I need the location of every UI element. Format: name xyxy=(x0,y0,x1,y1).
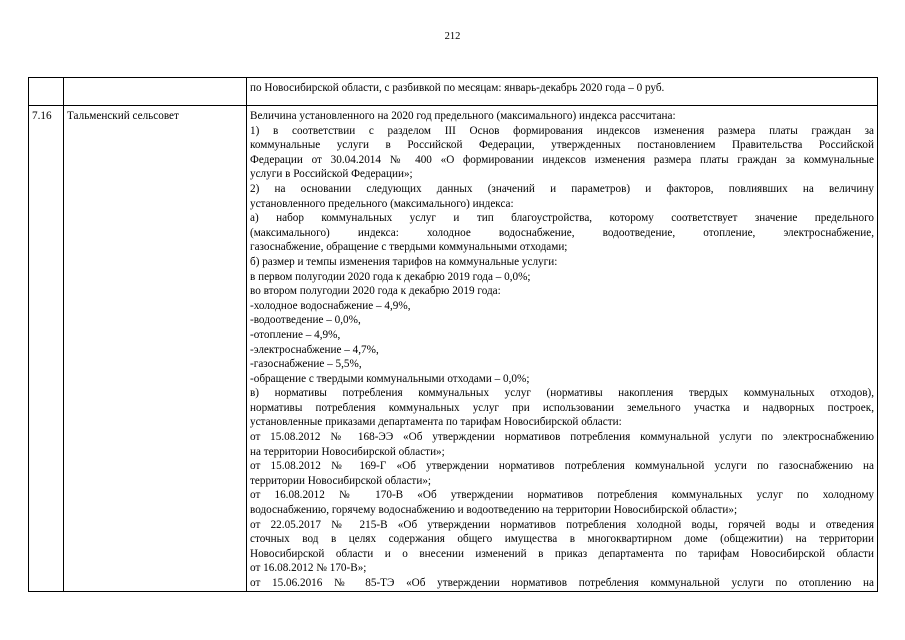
description-line: территории Новосибирской области»; xyxy=(250,474,432,487)
row-description xyxy=(247,106,878,592)
description-line: Новосибирской области и о внесении изменений в приказ департамента по тарифам Новосибирской области xyxy=(250,547,874,560)
description-line: нормативы потребления коммунальных услуг при использовании земельного участка и надворных построек, xyxy=(250,401,874,414)
description-line: Величина установленного на 2020 год предельного (максимального) индекса рассчитана: xyxy=(250,110,676,122)
continuation-text: по Новосибирской области, с разбивкой по месяцам: январь-декабрь 2020 года – 0 руб. xyxy=(247,78,878,106)
description-line: 1) в соответствии с разделом III Основ формирования индексов изменения размера платы граждан за xyxy=(250,124,874,137)
description-line: Федерации от 30.04.2014 № 400 «О формировании индексов изменения размера платы граждан за коммунальные xyxy=(250,153,874,166)
row-number xyxy=(29,106,64,592)
continuation-name-cell xyxy=(64,78,247,106)
description-line: во втором полугодии 2020 года к декабрю 2019 года: xyxy=(250,285,501,298)
description-line: от 22.05.2017 № 215-В «Об утверждении нормативов потребления холодной воды, горячей воды и отведения xyxy=(250,518,874,531)
description-line: (максимального) индекса: холодное водоснабжение, водоотведение, отопление, электроснабжение, xyxy=(250,226,874,239)
description-line: газоснабжение, обращение с твердыми коммунальными отходами; xyxy=(250,241,568,254)
row-number-text: 7.16 xyxy=(32,110,52,122)
description-line: -обращение с твердыми коммунальными отходами – 0,0%; xyxy=(250,372,530,385)
description-line: коммунальные услуги в Российской Федерации, утвержденных постановлением Правительства Российской xyxy=(250,139,874,152)
description-line: сточных вод в целях содержания общего имущества в многоквартирном доме (общежитии) на территории xyxy=(250,533,874,546)
description-line: от 15.06.2016 № 85-ТЭ «Об утверждении нормативов потребления коммунальной услуги по отоплению на xyxy=(250,577,874,589)
description-line: от 15.08.2012 № 168-ЭЭ «Об утверждении нормативов потребления коммунальной услуги по электроснабжению xyxy=(250,431,874,444)
description-line: б) размер и темпы изменения тарифов на коммунальные услуги: xyxy=(250,255,558,268)
row-name xyxy=(64,106,247,592)
description-line: водоснабжению, горячему водоснабжению и водоотведению на территории Новосибирской области»; xyxy=(250,504,738,517)
description-line: услуги в Российской Федерации»; xyxy=(250,168,413,181)
description-line: в) нормативы потребления коммунальных услуг (нормативы накопления твердых коммунальных отходов), xyxy=(250,387,874,400)
description-line: а) набор коммунальных услуг и тип благоустройства, которому соответствует значение предельного xyxy=(250,212,874,225)
description-line: установленного предельного (максимального) индекса: xyxy=(250,197,514,210)
description-line: -холодное водоснабжение – 4,9%, xyxy=(250,299,411,312)
tariff-table xyxy=(28,77,878,592)
description-line: 2) на основании следующих данных (значений и параметров) и факторов, повлиявших на величину xyxy=(250,182,874,195)
continuation-number-cell xyxy=(29,78,64,106)
page-number: 212 xyxy=(444,31,461,42)
row-name-text: Тальменский сельсовет xyxy=(67,110,179,122)
description-line: на территории Новосибирской области»; xyxy=(250,445,445,458)
description-line: -газоснабжение – 5,5%, xyxy=(250,358,362,371)
description-line: -водоотведение – 0,0%, xyxy=(250,314,361,327)
description-line: -электроснабжение – 4,7%, xyxy=(250,343,379,356)
description-line: установленные приказами департамента по тарифам Новосибирской области: xyxy=(250,416,622,429)
description-line: от 15.08.2012 № 169-Г «Об утверждении нормативов потребления коммунальной услуги по газоснабжению на xyxy=(250,460,874,473)
description-line: от 16.08.2012 № 170-В»; xyxy=(250,562,367,575)
continuation-row xyxy=(29,78,878,106)
description-line: -отопление – 4,9%, xyxy=(250,328,341,341)
description-line: от 16.08.2012 № 170-В «Об утверждении нормативов потребления коммунальных услуг по холодному xyxy=(250,489,874,502)
table-row xyxy=(29,106,878,592)
description-line: в первом полугодии 2020 года к декабрю 2019 года – 0,0%; xyxy=(250,270,531,283)
